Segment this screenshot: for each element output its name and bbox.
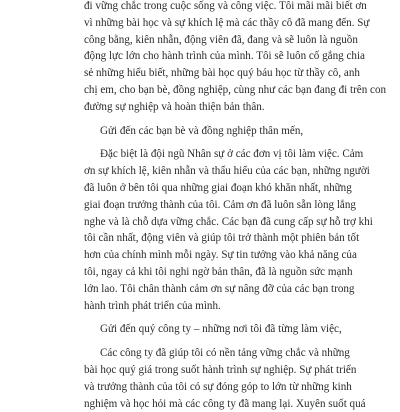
paragraph-3 [84, 146, 373, 314]
text-line: Các công ty đã giúp tôi có nền tảng vững chắc và những [100, 347, 350, 360]
text-line: sẻ những hiểu biết, những bài học quý báu học từ thầy cô, anh [84, 67, 360, 80]
text-line: động lực lớn cho hành trình của mình. Tôi sẽ luôn cố gắng chia [84, 50, 365, 63]
text-line: giai đoạn trưởng thành của tôi. Cảm ơn đã luôn sẵn lòng lắng [84, 198, 356, 211]
text-line: chị em, cho bạn bè, đồng nghiệp, cùng như các bạn đang đi trên con [84, 83, 387, 96]
text-line: vì những bài học và sự khích lệ mà các thầy cô đã mang đến. Sự [84, 16, 370, 29]
paragraph-1 [84, 0, 387, 116]
text-line: nghiệm và học hỏi mà các công ty đã mang lại. Xuyên suốt quá [84, 397, 366, 410]
text-line: và trưởng thành của tôi có sự đóng góp to lớn từ những kinh [84, 380, 352, 393]
text-line: hơn của chính mình mỗi ngày. Sự tin tưởng vào khả năng của [84, 249, 357, 262]
text-line: công bằng, kiên nhẫn, động viên đã, đang và sẽ luôn là nguồn [84, 33, 358, 46]
text-column [84, 0, 387, 412]
text-line: Gửi đến quý công ty – những nơi tôi đã từng làm việc, [100, 323, 342, 336]
text-line: đi vững chắc trong cuộc sống và công việc. Tôi mãi mãi biết ơn [84, 0, 367, 12]
text-line: tôi cần nhất, động viên và giúp tôi trở thành một phiên bản tốt [84, 232, 360, 245]
paragraph-4-salutation [84, 321, 342, 338]
text-line: lớn lao. Tôi chân thành cảm ơn sự nâng đỡ của các bạn trong [84, 282, 355, 295]
text-line: bài học quý giá trong suốt hành trình sự nghiệp. Sự phát triển [84, 363, 357, 376]
text-line: hành trình phát triển của mình. [84, 299, 221, 312]
text-line: nghe và là chỗ dựa vững chắc. Các bạn đã cung cấp sự hỗ trợ khi [84, 215, 373, 228]
text-line: đã luôn ở bên tôi qua những giai đoạn khó khăn nhất, những [84, 181, 352, 194]
paragraph-2-salutation [84, 123, 324, 140]
text-line: Đặc biệt là đội ngũ Nhân sự ở các đơn vị tôi làm việc. Cảm [100, 148, 364, 161]
text-line: Gửi đến các bạn bè và đồng nghiệp thân mến, [100, 124, 304, 137]
paragraph-5 [84, 345, 366, 412]
text-line: tôi, ngay cả khi tôi nghi ngờ bản thân, đã là nguồn sức mạnh [84, 265, 353, 278]
text-line: đường sự nghiệp và hoàn thiện bản thân. [84, 100, 265, 113]
text-line: ơn sự khích lệ, kiên nhẫn và thấu hiểu của các bạn, những người [84, 165, 370, 178]
